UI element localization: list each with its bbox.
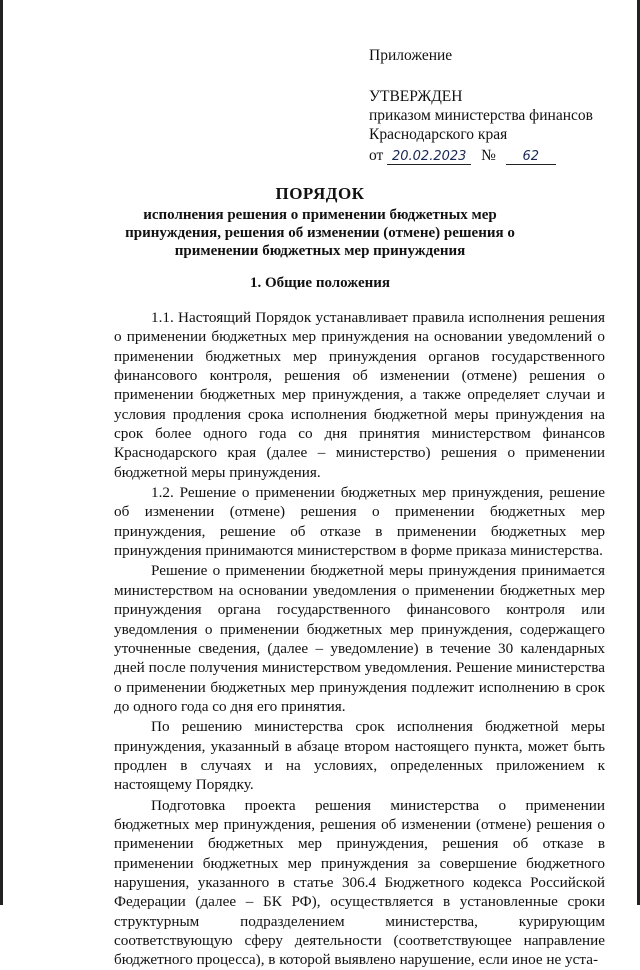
document-title: ПОРЯДОК: [275, 184, 365, 203]
paragraph: Решение о применении бюджетной меры принуждения принимается министерством на основании уведомления о применении бюджетных мер принуждения органа государственного финансового контроля или уведомления о применении бюджетных мер принуждения, содержащего уточненные сведения, (далее – уведомление) в течение 30 календарных дней после получения министерством уведомления. Решение министерства о применении бюджетных мер принуждения подлежит исполнению в срок до одного года со дня его принятия.: [114, 562, 605, 715]
approved-by-line-1: приказом министерства финансов: [369, 107, 593, 124]
document-title-block: [120, 184, 520, 260]
order-date-number-row: [369, 146, 619, 165]
paragraph: 1.1. Настоящий Порядок устанавливает правила исполнения решения о применении бюджетных мер принуждения на основании уведомлений о применении бюджетных мер принуждения органов государственного финансового контроля, решения об изменении (отмене) решения о применении бюджетных мер принуждения, а также определяет случаи и условия продления срока исполнения бюджетной меры принуждения на срок более одного года со дня принятия министерством финансов Краснодарского края (далее – министерство) решения о применении бюджетной меры принуждения.: [114, 309, 605, 481]
section-heading: 1. Общие положения: [249, 275, 391, 291]
paragraph: По решению министерства срок исполнения бюджетной меры принуждения, указанный в абзаце втором настоящего пункта, может быть продлен в случаях и на условиях, определенных приложением к настоящему Порядку.: [114, 718, 605, 794]
number-sign: №: [481, 147, 496, 164]
date-prefix: от: [369, 147, 384, 164]
appendix-label: Приложение: [369, 47, 453, 64]
paragraph: 1.2. Решение о применении бюджетных мер принуждения, решение об изменении (отмене) решения о применении бюджетных мер принуждения, решение об отказе в применении бюджетных мер принуждения принимаются министерством в форме приказа министерства.: [114, 484, 605, 560]
order-number: 62: [506, 149, 556, 165]
left-scan-edge: [0, 0, 3, 905]
document-subtitle: исполнения решения о применении бюджетных мер принуждения, решения об изменении (отмене) решения о применении бюджетных мер принуждения: [125, 207, 515, 259]
body-text: [114, 308, 605, 970]
approved-label: УТВЕРЖДЕН: [369, 88, 463, 105]
order-date: 20.02.2023: [387, 149, 471, 165]
paragraph: Подготовка проекта решения министерства о применении бюджетных мер принуждения, решения об изменении (отмене) решения о применении бюджетных мер принуждения, решения об отказе в применении бюджетных мер принуждения за совершение бюджетного нарушения, указанного в статье 306.4 Бюджетного кодекса Российской Федерации (далее – БК РФ), осуществляется в установленные сроки структурным подразделением министерства, курирующим соответствующую сферу деятельности (соответствующее направление бюджетного процесса), в которой выявлено нарушение, если иное не уста-: [114, 796, 605, 969]
approval-header: [369, 46, 619, 165]
approved-by-line-2: Краснодарского края: [369, 126, 508, 143]
